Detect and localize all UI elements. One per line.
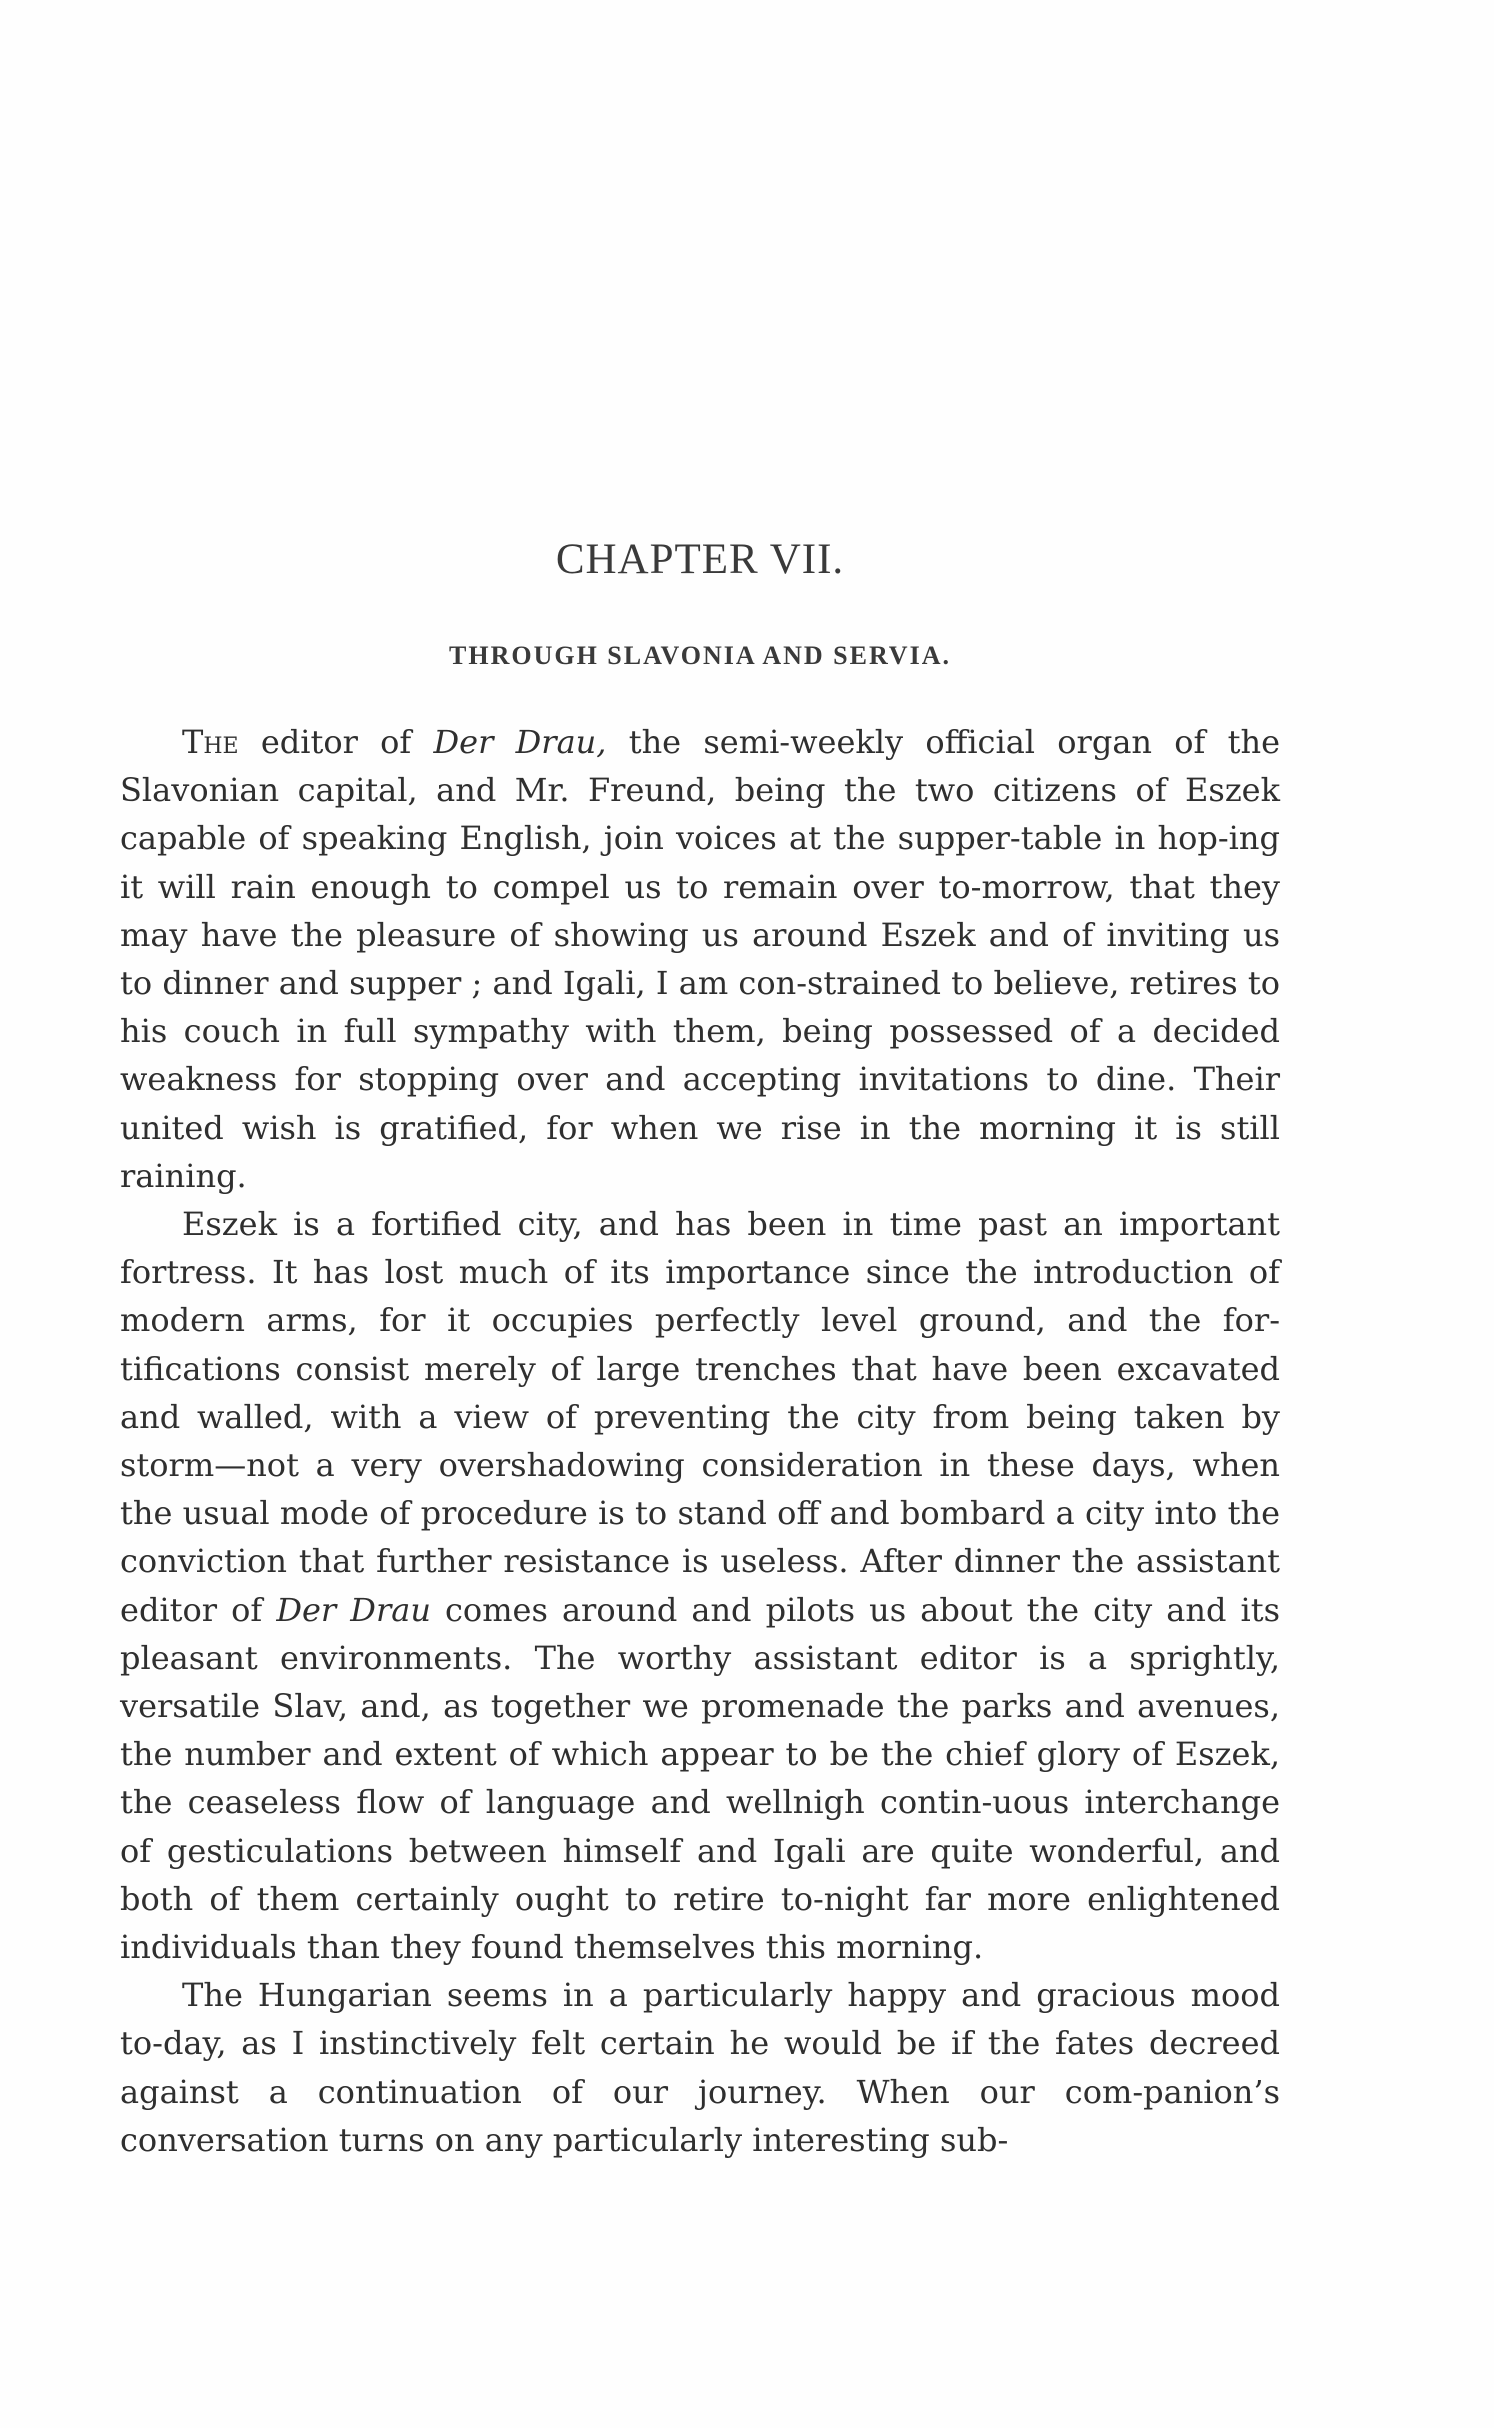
newspaper-title: Der Drau: [276, 1590, 431, 1629]
text-column: [120, 530, 1280, 2164]
paragraph-text: comes around and pilots us about the city and its pleasant environments. The worthy assistant editor is a sprightly, versatile Slav, and, as together we promenade the parks and avenues, the number and extent of which appear to be the chief glory of Eszek, the ceaseless flow of language and wellnigh contin-uous interchange of gesticulations between himself and Igali are quite wonderful, and both of them certainly ought to retire to-night far more enlightened individuals than they found themselves this morning.: [120, 1590, 1281, 1967]
paragraph-2: [120, 1200, 1280, 1971]
chapter-title: CHAPTER VII.: [555, 536, 845, 583]
paragraph-text: editor of: [238, 723, 434, 761]
paragraph-1: [120, 718, 1280, 1200]
paragraph-text: The Hungarian seems in a particularly happy and gracious mood to-day, as I instinctively felt certain he would be if the fates decreed against a continuation of our journey. When our com-panion’s conversation turns on any particularly interesting sub-: [120, 1976, 1280, 2159]
paragraph-lead-word: The: [182, 723, 239, 761]
newspaper-title: Der Drau,: [433, 723, 607, 761]
chapter-subtitle: THROUGH SLAVONIA AND SERVIA.: [449, 641, 951, 670]
paragraph-text: Eszek is a fortified city, and has been in time past an important fortress. It has lost much of its importance since the introduction of modern arms, for it occupies perfectly level ground, and the for-tifications consist merely of large trenches that have been excavated and walled, with a view of preventing the city from being taken by storm—not a very overshadowing consideration in these days, when the usual mode of procedure is to stand off and bombard a city into the conviction that further resistance is useless. After dinner the assistant editor of: [120, 1205, 1280, 1629]
paragraph-text: the semi-weekly official organ of the Slavonian capital, and Mr. Freund, being the two citizens of Eszek capable of speaking English, join voices at the supper-table in hop-ing it will rain enough to compel us to remain over to-morrow, that they may have the pleasure of showing us around Eszek and of inviting us to dinner and supper ; and Igali, I am con-strained to believe, retires to his couch in full sympathy with them, being possessed of a decided weakness for stopping over and accepting invitations to dine. Their united wish is gratified, for when we rise in the morning it is still raining.: [120, 723, 1281, 1195]
paragraph-3: [120, 1971, 1280, 2164]
